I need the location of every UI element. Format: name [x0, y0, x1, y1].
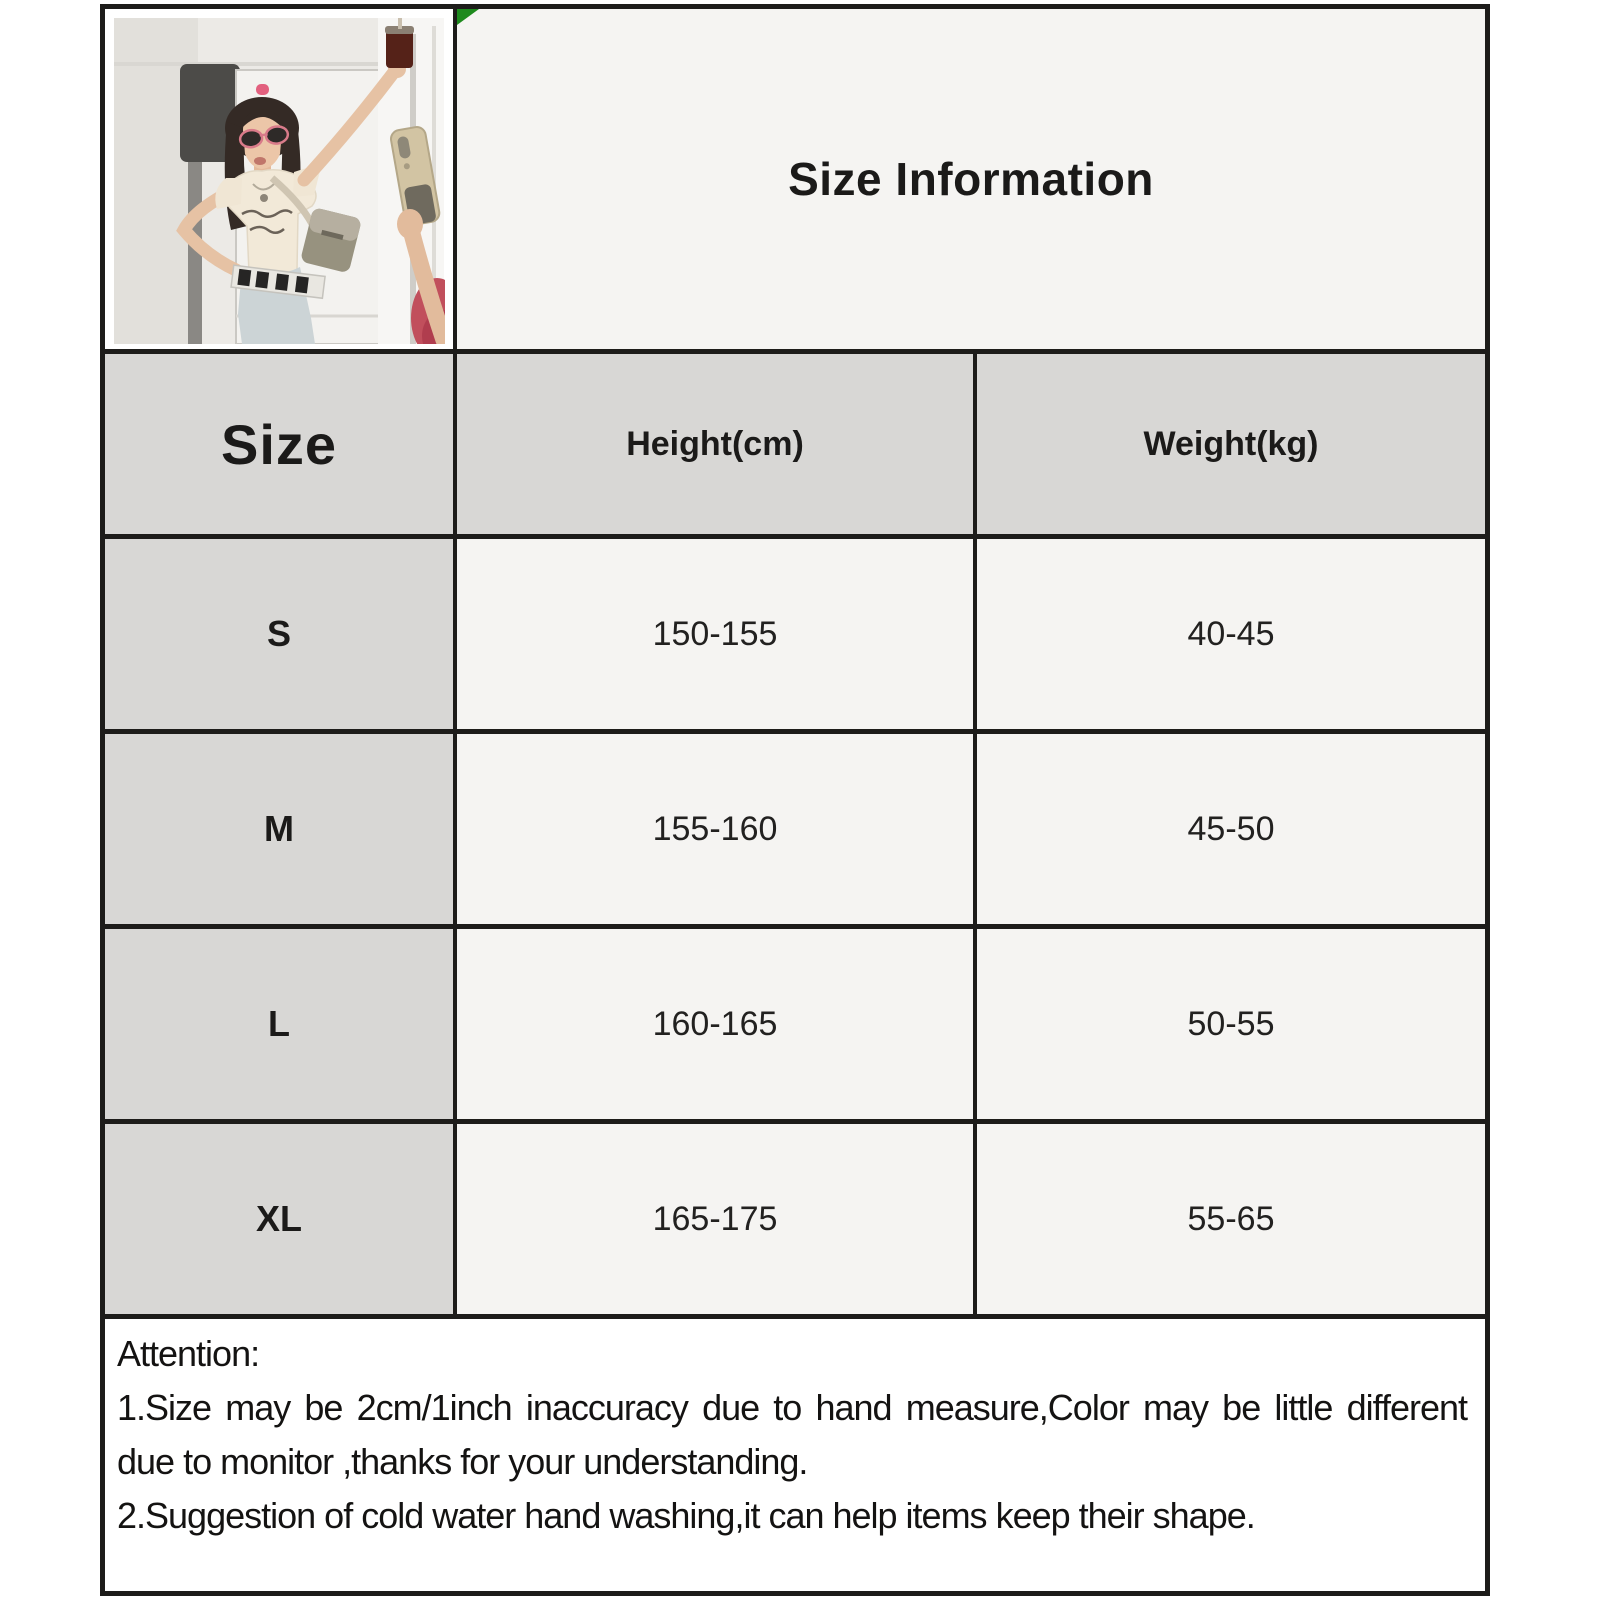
size-label-xl: XL — [105, 1124, 453, 1314]
size-label-m: M — [105, 734, 453, 924]
attention-note-2: 2.Suggestion of cold water hand washing,it can help items keep their shape. — [117, 1495, 1255, 1536]
product-photo-cell — [105, 9, 453, 349]
column-header-size: Size — [105, 354, 453, 534]
weight-value-m: 45-50 — [977, 734, 1485, 924]
title-cell — [457, 9, 1485, 349]
size-label-l: L — [105, 929, 453, 1119]
weight-value-xl: 55-65 — [977, 1124, 1485, 1314]
height-value-l: 160-165 — [457, 929, 973, 1119]
product-photo — [113, 18, 445, 344]
attention-heading: Attention: — [117, 1333, 260, 1374]
height-value-s: 150-155 — [457, 539, 973, 729]
attention-note-1: 1.Size may be 2cm/1inch inaccuracy due to hand measure,Color may be little different due to monitor ,thanks for your understanding. — [117, 1387, 1467, 1482]
height-value-m: 155-160 — [457, 734, 973, 924]
page-title: Size Information — [788, 153, 1154, 205]
attention-section — [105, 1319, 1485, 1591]
weight-value-s: 40-45 — [977, 539, 1485, 729]
green-corner-marker-icon — [457, 9, 479, 25]
column-header-weight: Weight(kg) — [977, 354, 1485, 534]
weight-value-l: 50-55 — [977, 929, 1485, 1119]
size-information-table — [100, 4, 1490, 1596]
size-label-s: S — [105, 539, 453, 729]
height-value-xl: 165-175 — [457, 1124, 973, 1314]
column-header-height: Height(cm) — [457, 354, 973, 534]
